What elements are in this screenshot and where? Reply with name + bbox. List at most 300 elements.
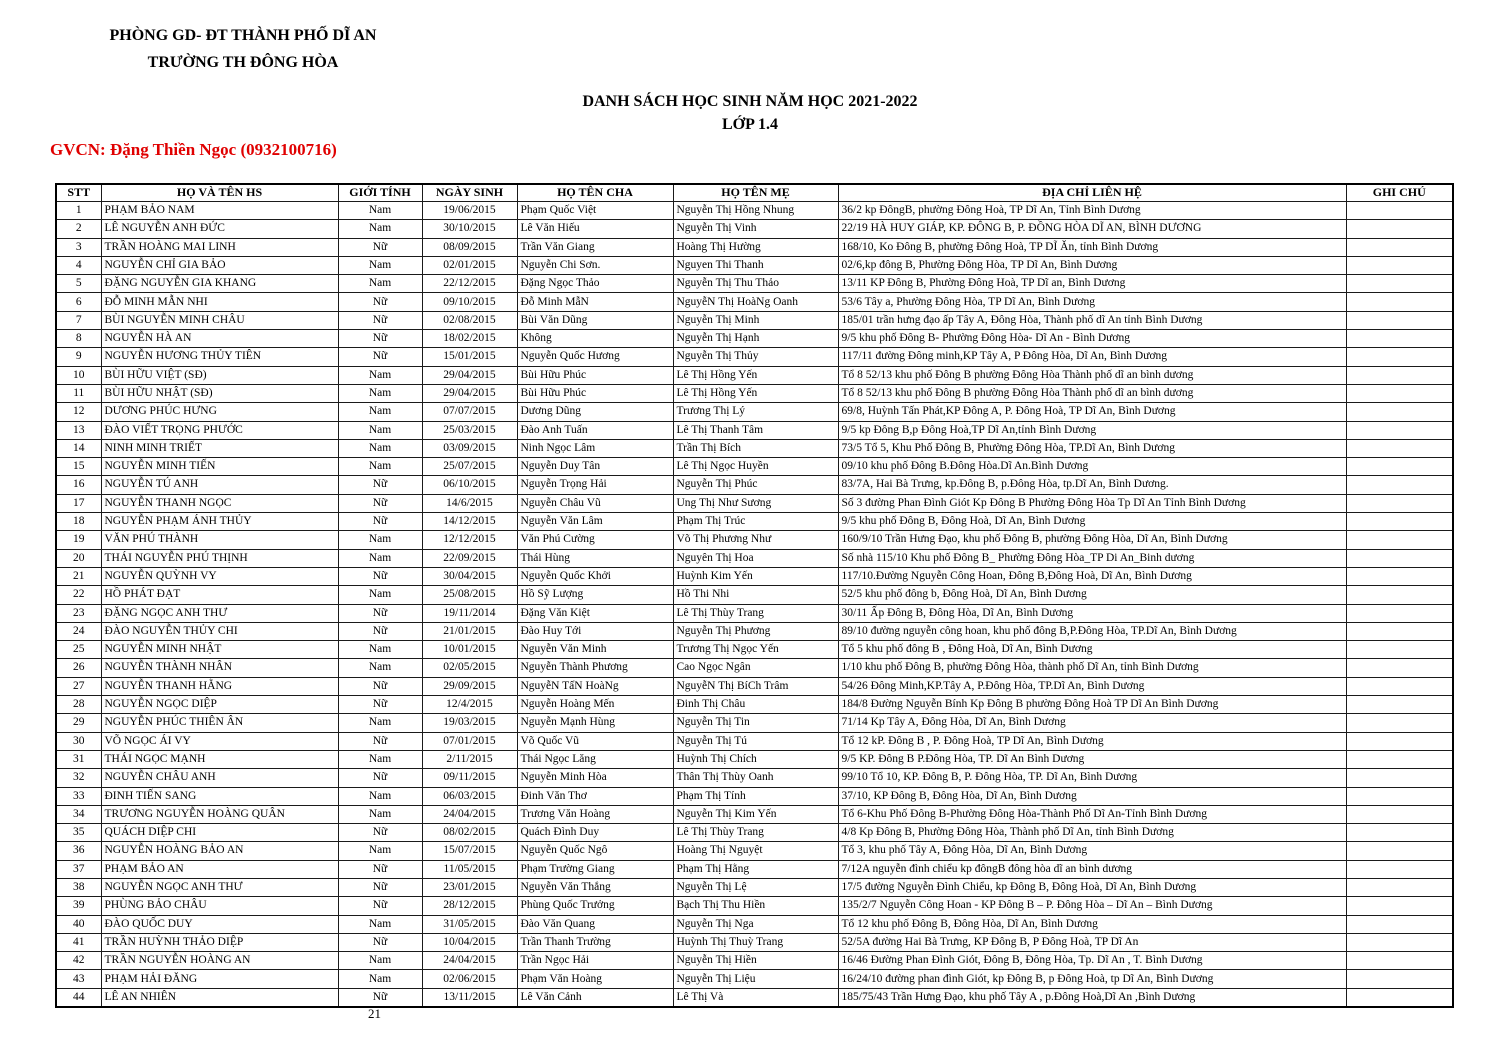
page-number: 21 bbox=[368, 1006, 381, 1021]
cell-gender: Nam bbox=[338, 275, 422, 293]
cell-address: Tổ 8 52/13 khu phố Đông B phường Đông Hòa Thành phố dĩ an bình dương bbox=[838, 384, 1346, 402]
cell-stt: 38 bbox=[56, 878, 101, 896]
cell-mother: Ung Thị Như Sương bbox=[673, 494, 838, 512]
cell-mother: Cao Ngọc Ngân bbox=[673, 659, 838, 677]
col-header-father: HỌ TÊN CHA bbox=[517, 184, 673, 202]
cell-stt: 35 bbox=[56, 824, 101, 842]
cell-dob: 03/09/2015 bbox=[422, 439, 517, 457]
cell-dob: 02/01/2015 bbox=[422, 256, 517, 274]
cell-stt: 16 bbox=[56, 476, 101, 494]
cell-name: NGUYỄN MINH NHẬT bbox=[101, 641, 338, 659]
table-row bbox=[56, 988, 1453, 1007]
cell-name: NGUYỄN PHÚC THIÊN ÂN bbox=[101, 714, 338, 732]
cell-address: 185/75/43 Trần Hưng Đạo, khu phố Tây A , p.Đông Hoà,Dĩ An ,Bình Dương bbox=[838, 988, 1346, 1007]
cell-dob: 02/05/2015 bbox=[422, 659, 517, 677]
col-header-address: ĐỊA CHỈ LIÊN HỆ bbox=[838, 184, 1346, 202]
cell-address: 184/8 Đường Nguyễn Bính Kp Đông B phường Đông Hoà TP Dĩ An Bình Dương bbox=[838, 696, 1346, 714]
cell-gender: Nữ bbox=[338, 860, 422, 878]
cell-mother: Nguyễn Thị Lệ bbox=[673, 878, 838, 896]
cell-gender: Nữ bbox=[338, 567, 422, 585]
cell-gender: Nam bbox=[338, 366, 422, 384]
table-row bbox=[56, 476, 1453, 494]
table-row bbox=[56, 860, 1453, 878]
cell-dob: 23/01/2015 bbox=[422, 878, 517, 896]
cell-stt: 34 bbox=[56, 805, 101, 823]
cell-father: Đỗ Minh MẫN bbox=[517, 293, 673, 311]
cell-father: Đào Văn Quang bbox=[517, 915, 673, 933]
col-header-stt: STT bbox=[56, 184, 101, 202]
cell-address: 13/11 KP Đông B, Phường Đông Hoà, TP Dĩ an, Bình Dương bbox=[838, 275, 1346, 293]
cell-address: 16/24/10 đường phan đình Giót, kp Đông B, p Đông Hoà, tp Dĩ An, Bình Dương bbox=[838, 970, 1346, 988]
title-line1: DANH SÁCH HỌC SINH NĂM HỌC 2021-2022 bbox=[582, 93, 918, 110]
cell-dob: 07/07/2015 bbox=[422, 403, 517, 421]
cell-dob: 13/11/2015 bbox=[422, 988, 517, 1007]
table-row bbox=[56, 384, 1453, 402]
cell-gender: Nữ bbox=[338, 513, 422, 531]
cell-address: 99/10 Tổ 10, KP. Đông B, P. Đông Hòa, TP. Dĩ An, Bình Dương bbox=[838, 769, 1346, 787]
cell-father: Trần Thanh Trường bbox=[517, 933, 673, 951]
col-header-mother: HỌ TÊN MẸ bbox=[673, 184, 838, 202]
cell-gender: Nam bbox=[338, 384, 422, 402]
cell-gender: Nam bbox=[338, 659, 422, 677]
cell-gender: Nữ bbox=[338, 824, 422, 842]
cell-gender: Nam bbox=[338, 805, 422, 823]
cell-address: 54/26 Đông Minh,KP.Tây A, P.Đông Hòa, TP.Dĩ An, Bình Dương bbox=[838, 677, 1346, 695]
cell-gender: Nữ bbox=[338, 988, 422, 1007]
cell-dob: 09/10/2015 bbox=[422, 293, 517, 311]
cell-stt: 28 bbox=[56, 696, 101, 714]
cell-stt: 30 bbox=[56, 732, 101, 750]
cell-note bbox=[1346, 787, 1453, 805]
cell-stt: 31 bbox=[56, 750, 101, 768]
cell-name: ĐỖ MINH MẪN NHI bbox=[101, 293, 338, 311]
cell-mother: Nguyễn Thị Liệu bbox=[673, 970, 838, 988]
cell-dob: 15/01/2015 bbox=[422, 348, 517, 366]
cell-gender: Nam bbox=[338, 220, 422, 238]
cell-name: DƯƠNG PHÚC HƯNG bbox=[101, 403, 338, 421]
cell-mother: Trương Thị Ngọc Yến bbox=[673, 641, 838, 659]
table-row bbox=[56, 403, 1453, 421]
cell-gender: Nữ bbox=[338, 732, 422, 750]
cell-father: Nguyễn Văn Lâm bbox=[517, 513, 673, 531]
table-row bbox=[56, 330, 1453, 348]
cell-note bbox=[1346, 476, 1453, 494]
cell-note bbox=[1346, 458, 1453, 476]
cell-stt: 40 bbox=[56, 915, 101, 933]
cell-address: 9/5 khu phố Đông B, Đông Hoà, Dĩ An, Bình Dương bbox=[838, 513, 1346, 531]
cell-dob: 22/09/2015 bbox=[422, 549, 517, 567]
cell-mother: Hồ Thi Nhi bbox=[673, 586, 838, 604]
cell-address: 4/8 Kp Đông B, Phường Đông Hòa, Thành phố Dĩ An, tỉnh Bình Dương bbox=[838, 824, 1346, 842]
cell-mother: Lê Thị Thùy Trang bbox=[673, 824, 838, 842]
table-row bbox=[56, 622, 1453, 640]
cell-gender: Nam bbox=[338, 549, 422, 567]
cell-mother: Nguyen Thi Thanh bbox=[673, 256, 838, 274]
cell-gender: Nữ bbox=[338, 933, 422, 951]
cell-stt: 9 bbox=[56, 348, 101, 366]
cell-stt: 18 bbox=[56, 513, 101, 531]
cell-name: NGUYỄN CHỈ GIA BẢO bbox=[101, 256, 338, 274]
cell-note bbox=[1346, 769, 1453, 787]
cell-name: TRẦN HUỲNH THẢO DIỆP bbox=[101, 933, 338, 951]
cell-gender: Nam bbox=[338, 403, 422, 421]
cell-dob: 29/04/2015 bbox=[422, 384, 517, 402]
table-row bbox=[56, 933, 1453, 951]
cell-note bbox=[1346, 897, 1453, 915]
table-row bbox=[56, 787, 1453, 805]
cell-mother: Lê Thị Hồng Yến bbox=[673, 366, 838, 384]
cell-father: Đặng Ngọc Thảo bbox=[517, 275, 673, 293]
cell-address: 9/5 kp Đông B,p Đông Hoà,TP Dĩ An,tỉnh Bình Dương bbox=[838, 421, 1346, 439]
cell-dob: 29/04/2015 bbox=[422, 366, 517, 384]
table-row bbox=[56, 677, 1453, 695]
table-row bbox=[56, 970, 1453, 988]
cell-father: Dương Dũng bbox=[517, 403, 673, 421]
cell-father: Nguyễn Minh Hòa bbox=[517, 769, 673, 787]
cell-address: 9/5 khu phố Đông B- Phường Đông Hòa- Dĩ An - Bình Dương bbox=[838, 330, 1346, 348]
cell-address: Tổ 12 khu phố Đông B, Đông Hòa, Dĩ An, Bình Dương bbox=[838, 915, 1346, 933]
cell-note bbox=[1346, 494, 1453, 512]
org-line2: TRƯỜNG TH ĐÔNG HÒA bbox=[147, 54, 339, 71]
table-row bbox=[56, 750, 1453, 768]
cell-mother: Lê Thị Hồng Yến bbox=[673, 384, 838, 402]
cell-father: Nguyễn Quốc Khởi bbox=[517, 567, 673, 585]
cell-dob: 24/04/2015 bbox=[422, 805, 517, 823]
table-row bbox=[56, 842, 1453, 860]
cell-note bbox=[1346, 549, 1453, 567]
cell-father: Nguyễn Văn Minh bbox=[517, 641, 673, 659]
cell-father: Nguyễn Quốc Hương bbox=[517, 348, 673, 366]
cell-stt: 37 bbox=[56, 860, 101, 878]
cell-name: HỒ PHÁT ĐẠT bbox=[101, 586, 338, 604]
cell-father: Đào Huy Tới bbox=[517, 622, 673, 640]
cell-address: 185/01 trần hưng đạo ấp Tây A, Đông Hòa, Thành phố dĩ An tỉnh Bình Dương bbox=[838, 311, 1346, 329]
cell-name: BÙI HỮU NHẬT (SĐ) bbox=[101, 384, 338, 402]
table-row bbox=[56, 824, 1453, 842]
cell-father: Phạm Trường Giang bbox=[517, 860, 673, 878]
cell-gender: Nữ bbox=[338, 330, 422, 348]
cell-father: Lê Văn Cảnh bbox=[517, 988, 673, 1007]
cell-name: NGUYỄN NGỌC ANH THƯ bbox=[101, 878, 338, 896]
cell-dob: 31/05/2015 bbox=[422, 915, 517, 933]
cell-gender: Nữ bbox=[338, 494, 422, 512]
cell-gender: Nam bbox=[338, 750, 422, 768]
cell-name: ĐINH TIẾN SANG bbox=[101, 787, 338, 805]
cell-address: 22/19 HÀ HUY GIÁP, KP. ĐÔNG B, P. ĐỒNG HÒA DĨ AN, BÌNH DƯƠNG bbox=[838, 220, 1346, 238]
cell-address: Tổ 12 kP. Đông B , P. Đông Hoà, TP Dĩ An, Bình Dương bbox=[838, 732, 1346, 750]
table-row bbox=[56, 567, 1453, 585]
cell-note bbox=[1346, 567, 1453, 585]
table-row bbox=[56, 439, 1453, 457]
cell-mother: Lê Thị Thanh Tâm bbox=[673, 421, 838, 439]
cell-stt: 33 bbox=[56, 787, 101, 805]
cell-dob: 14/12/2015 bbox=[422, 513, 517, 531]
cell-father: Không bbox=[517, 330, 673, 348]
cell-note bbox=[1346, 750, 1453, 768]
cell-address: 16/46 Đường Phan Đình Giót, Đông B, Đông Hòa, Tp. Dĩ An , T. Bình Dương bbox=[838, 952, 1346, 970]
cell-stt: 5 bbox=[56, 275, 101, 293]
cell-dob: 19/11/2014 bbox=[422, 604, 517, 622]
cell-stt: 6 bbox=[56, 293, 101, 311]
table-row bbox=[56, 769, 1453, 787]
cell-dob: 14/6/2015 bbox=[422, 494, 517, 512]
cell-name: ĐẶNG NGUYỄN GIA KHANG bbox=[101, 275, 338, 293]
cell-name: NGUYỄN MINH TIẾN bbox=[101, 458, 338, 476]
cell-note bbox=[1346, 915, 1453, 933]
table-row bbox=[56, 878, 1453, 896]
table-row bbox=[56, 202, 1453, 220]
cell-father: Phạm Văn Hoàng bbox=[517, 970, 673, 988]
cell-gender: Nam bbox=[338, 915, 422, 933]
table-row bbox=[56, 458, 1453, 476]
cell-father: Nguyễn Chi Sơn. bbox=[517, 256, 673, 274]
cell-name: VÕ NGỌC ÁI VY bbox=[101, 732, 338, 750]
cell-name: NGUYỄN NGỌC DIỆP bbox=[101, 696, 338, 714]
cell-gender: Nam bbox=[338, 641, 422, 659]
cell-mother: Huỳnh Thị Thuỳ Trang bbox=[673, 933, 838, 951]
document-title bbox=[0, 90, 1500, 136]
cell-gender: Nữ bbox=[338, 311, 422, 329]
cell-address: 89/10 đường nguyễn công hoan, khu phố đông B,P.Đông Hòa, TP.Dĩ An, Bình Dương bbox=[838, 622, 1346, 640]
cell-stt: 23 bbox=[56, 604, 101, 622]
cell-father: Trần Văn Giang bbox=[517, 238, 673, 256]
col-header-name: HỌ VÀ TÊN HS bbox=[101, 184, 338, 202]
cell-stt: 39 bbox=[56, 897, 101, 915]
cell-name: LÊ NGUYỄN ANH ĐỨC bbox=[101, 220, 338, 238]
cell-address: 52/5A đường Hai Bà Trưng, KP Đông B, P Đông Hoà, TP Dĩ An bbox=[838, 933, 1346, 951]
cell-gender: Nữ bbox=[338, 622, 422, 640]
cell-dob: 28/12/2015 bbox=[422, 897, 517, 915]
cell-gender: Nữ bbox=[338, 769, 422, 787]
cell-father: Nguyễn Trọng Hải bbox=[517, 476, 673, 494]
cell-father: Hồ Sỹ Lượng bbox=[517, 586, 673, 604]
cell-address: 7/12A nguyễn đình chiểu kp đôngB đông hòa dĩ an bình dương bbox=[838, 860, 1346, 878]
cell-dob: 25/07/2015 bbox=[422, 458, 517, 476]
table-row bbox=[56, 348, 1453, 366]
cell-gender: Nữ bbox=[338, 348, 422, 366]
cell-father: Ninh Ngọc Lâm bbox=[517, 439, 673, 457]
cell-name: THÁI NGUYỄN PHÚ THỊNH bbox=[101, 549, 338, 567]
cell-note bbox=[1346, 714, 1453, 732]
cell-gender: Nam bbox=[338, 256, 422, 274]
cell-mother: NguyễN Thị HoàNg Oanh bbox=[673, 293, 838, 311]
cell-name: NGUYỄN QUỲNH VY bbox=[101, 567, 338, 585]
cell-name: LÊ AN NHIÊN bbox=[101, 988, 338, 1007]
cell-mother: Lê Thị Và bbox=[673, 988, 838, 1007]
cell-father: Phạm Quốc Việt bbox=[517, 202, 673, 220]
table-row bbox=[56, 293, 1453, 311]
cell-note bbox=[1346, 256, 1453, 274]
cell-stt: 41 bbox=[56, 933, 101, 951]
cell-mother: Nguyễn Thị Minh bbox=[673, 311, 838, 329]
cell-stt: 14 bbox=[56, 439, 101, 457]
cell-note bbox=[1346, 842, 1453, 860]
cell-mother: Trương Thị Lý bbox=[673, 403, 838, 421]
col-header-note: GHI CHÚ bbox=[1346, 184, 1453, 202]
cell-address: 135/2/7 Nguyễn Công Hoan - KP Đông B – P. Đông Hòa – Dĩ An – Bình Dương bbox=[838, 897, 1346, 915]
cell-dob: 25/08/2015 bbox=[422, 586, 517, 604]
cell-dob: 08/02/2015 bbox=[422, 824, 517, 842]
cell-note bbox=[1346, 330, 1453, 348]
cell-dob: 18/02/2015 bbox=[422, 330, 517, 348]
cell-name: NGUYỄN PHẠM ÁNH THỦY bbox=[101, 513, 338, 531]
cell-father: Bùi Văn Dũng bbox=[517, 311, 673, 329]
cell-stt: 32 bbox=[56, 769, 101, 787]
cell-note bbox=[1346, 384, 1453, 402]
col-header-gender: GIỚI TÍNH bbox=[338, 184, 422, 202]
cell-mother: Hoàng Thị Nguyệt bbox=[673, 842, 838, 860]
cell-note bbox=[1346, 202, 1453, 220]
cell-gender: Nam bbox=[338, 531, 422, 549]
cell-note bbox=[1346, 513, 1453, 531]
cell-father: Nguyễn Thành Phương bbox=[517, 659, 673, 677]
table-row bbox=[56, 531, 1453, 549]
cell-father: Thái Ngọc Lăng bbox=[517, 750, 673, 768]
cell-gender: Nữ bbox=[338, 878, 422, 896]
cell-name: NGUYỄN HÀ AN bbox=[101, 330, 338, 348]
cell-dob: 15/07/2015 bbox=[422, 842, 517, 860]
table-row bbox=[56, 805, 1453, 823]
cell-stt: 4 bbox=[56, 256, 101, 274]
cell-note bbox=[1346, 805, 1453, 823]
table-row bbox=[56, 604, 1453, 622]
cell-address: 73/5 Tổ 5, Khu Phố Đông B, Phường Đông Hòa, TP.Dĩ An, Bình Dương bbox=[838, 439, 1346, 457]
cell-note bbox=[1346, 641, 1453, 659]
cell-dob: 02/06/2015 bbox=[422, 970, 517, 988]
cell-address: Số 3 đường Phan Đình Giót Kp Đông B Phường Đông Hòa Tp Dĩ An Tỉnh Bình Dương bbox=[838, 494, 1346, 512]
cell-address: 117/11 đường Đông minh,KP Tây A, P Đông Hòa, Dĩ An, Bình Dương bbox=[838, 348, 1346, 366]
cell-name: ĐÀO NGUYỄN THỦY CHI bbox=[101, 622, 338, 640]
student-table-header bbox=[56, 184, 1453, 202]
cell-stt: 8 bbox=[56, 330, 101, 348]
cell-stt: 2 bbox=[56, 220, 101, 238]
cell-mother: Nguyễn Thị Tin bbox=[673, 714, 838, 732]
cell-note bbox=[1346, 878, 1453, 896]
cell-stt: 36 bbox=[56, 842, 101, 860]
table-row bbox=[56, 641, 1453, 659]
table-row bbox=[56, 915, 1453, 933]
cell-dob: 30/04/2015 bbox=[422, 567, 517, 585]
cell-mother: Nguyên Thị Hoa bbox=[673, 549, 838, 567]
cell-dob: 21/01/2015 bbox=[422, 622, 517, 640]
cell-father: Bùi Hữu Phúc bbox=[517, 384, 673, 402]
cell-dob: 10/04/2015 bbox=[422, 933, 517, 951]
cell-address: Tổ 8 52/13 khu phố Đông B phường Đông Hòa Thành phố dĩ an bình dương bbox=[838, 366, 1346, 384]
cell-father: Văn Phú Cường bbox=[517, 531, 673, 549]
cell-father: Phùng Quốc Trưởng bbox=[517, 897, 673, 915]
cell-gender: Nam bbox=[338, 842, 422, 860]
cell-gender: Nữ bbox=[338, 476, 422, 494]
student-table-body bbox=[56, 202, 1453, 1008]
cell-name: NGUYỄN HOÀNG BẢO AN bbox=[101, 842, 338, 860]
cell-gender: Nữ bbox=[338, 293, 422, 311]
org-header bbox=[88, 22, 398, 76]
student-table bbox=[55, 183, 1454, 1008]
cell-name: VĂN PHÚ THÀNH bbox=[101, 531, 338, 549]
cell-name: NINH MINH TRIẾT bbox=[101, 439, 338, 457]
cell-stt: 27 bbox=[56, 677, 101, 695]
cell-mother: Phạm Thị Trúc bbox=[673, 513, 838, 531]
cell-mother: Hoàng Thị Hường bbox=[673, 238, 838, 256]
cell-name: QUÁCH DIỆP CHI bbox=[101, 824, 338, 842]
cell-note bbox=[1346, 421, 1453, 439]
cell-father: NguyễN TấN HoàNg bbox=[517, 677, 673, 695]
cell-address: 71/14 Kp Tây A, Đông Hòa, Dĩ An, Bình Dương bbox=[838, 714, 1346, 732]
table-row bbox=[56, 421, 1453, 439]
cell-name: TRẦN HOÀNG MAI LINH bbox=[101, 238, 338, 256]
cell-dob: 22/12/2015 bbox=[422, 275, 517, 293]
table-row bbox=[56, 238, 1453, 256]
table-row bbox=[56, 494, 1453, 512]
cell-gender: Nam bbox=[338, 439, 422, 457]
org-line1: PHÒNG GD- ĐT THÀNH PHỐ DĨ AN bbox=[109, 27, 377, 44]
cell-name: BÙI HỮU VIỆT (SĐ) bbox=[101, 366, 338, 384]
cell-address: 37/10, KP Đông B, Đông Hòa, Dĩ An, Bình Dương bbox=[838, 787, 1346, 805]
cell-dob: 12/12/2015 bbox=[422, 531, 517, 549]
cell-name: NGUYỄN THANH HẰNG bbox=[101, 677, 338, 695]
cell-mother: Lê Thị Thùy Trang bbox=[673, 604, 838, 622]
cell-stt: 21 bbox=[56, 567, 101, 585]
cell-mother: Nguyễn Thị Phúc bbox=[673, 476, 838, 494]
cell-address: Số nhà 115/10 Khu phố Đông B_ Phường Đông Hòa_TP Di An_Binh dương bbox=[838, 549, 1346, 567]
cell-father: Nguyễn Quốc Ngô bbox=[517, 842, 673, 860]
cell-father: Nguyễn Châu Vũ bbox=[517, 494, 673, 512]
cell-stt: 19 bbox=[56, 531, 101, 549]
cell-mother: Huỳnh Thị Chích bbox=[673, 750, 838, 768]
table-row bbox=[56, 897, 1453, 915]
cell-name: NGUYỄN HƯƠNG THỦY TIÊN bbox=[101, 348, 338, 366]
cell-mother: Nguyễn Thị Vinh bbox=[673, 220, 838, 238]
cell-father: Võ Quốc Vũ bbox=[517, 732, 673, 750]
cell-mother: Huỳnh Kim Yến bbox=[673, 567, 838, 585]
cell-gender: Nữ bbox=[338, 897, 422, 915]
table-row bbox=[56, 275, 1453, 293]
cell-father: Trương Văn Hoàng bbox=[517, 805, 673, 823]
cell-address: 53/6 Tây a, Phường Đông Hòa, TP Dĩ An, Bình Dương bbox=[838, 293, 1346, 311]
cell-note bbox=[1346, 275, 1453, 293]
cell-address: Tổ 5 khu phố đông B , Đông Hoà, Dĩ An, Bình Dương bbox=[838, 641, 1346, 659]
cell-mother: Nguyễn Thị Nga bbox=[673, 915, 838, 933]
cell-stt: 17 bbox=[56, 494, 101, 512]
cell-note bbox=[1346, 952, 1453, 970]
cell-note bbox=[1346, 586, 1453, 604]
cell-name: NGUYỄN TÚ ANH bbox=[101, 476, 338, 494]
cell-mother: Lê Thị Ngọc Huyền bbox=[673, 458, 838, 476]
cell-stt: 44 bbox=[56, 988, 101, 1007]
cell-gender: Nam bbox=[338, 421, 422, 439]
cell-address: 30/11 Ấp Đông B, Đông Hòa, Dĩ An, Bình Dương bbox=[838, 604, 1346, 622]
cell-dob: 06/10/2015 bbox=[422, 476, 517, 494]
table-row bbox=[56, 311, 1453, 329]
table-row bbox=[56, 714, 1453, 732]
cell-name: NGUYỄN THÀNH NHÂN bbox=[101, 659, 338, 677]
cell-mother: Nguyễn Thị Hạnh bbox=[673, 330, 838, 348]
cell-mother: Nguyễn Thị Tú bbox=[673, 732, 838, 750]
cell-gender: Nữ bbox=[338, 677, 422, 695]
cell-note bbox=[1346, 604, 1453, 622]
cell-mother: Võ Thị Phương Như bbox=[673, 531, 838, 549]
cell-name: PHẠM HẢI ĐĂNG bbox=[101, 970, 338, 988]
cell-address: 17/5 đường Nguyễn Đình Chiểu, kp Đông B, Đông Hoà, Dĩ An, Bình Dương bbox=[838, 878, 1346, 896]
table-row bbox=[56, 659, 1453, 677]
cell-dob: 25/03/2015 bbox=[422, 421, 517, 439]
cell-note bbox=[1346, 220, 1453, 238]
cell-gender: Nữ bbox=[338, 604, 422, 622]
cell-dob: 19/03/2015 bbox=[422, 714, 517, 732]
cell-name: NGUYỄN THANH NGỌC bbox=[101, 494, 338, 512]
cell-dob: 12/4/2015 bbox=[422, 696, 517, 714]
cell-note bbox=[1346, 860, 1453, 878]
